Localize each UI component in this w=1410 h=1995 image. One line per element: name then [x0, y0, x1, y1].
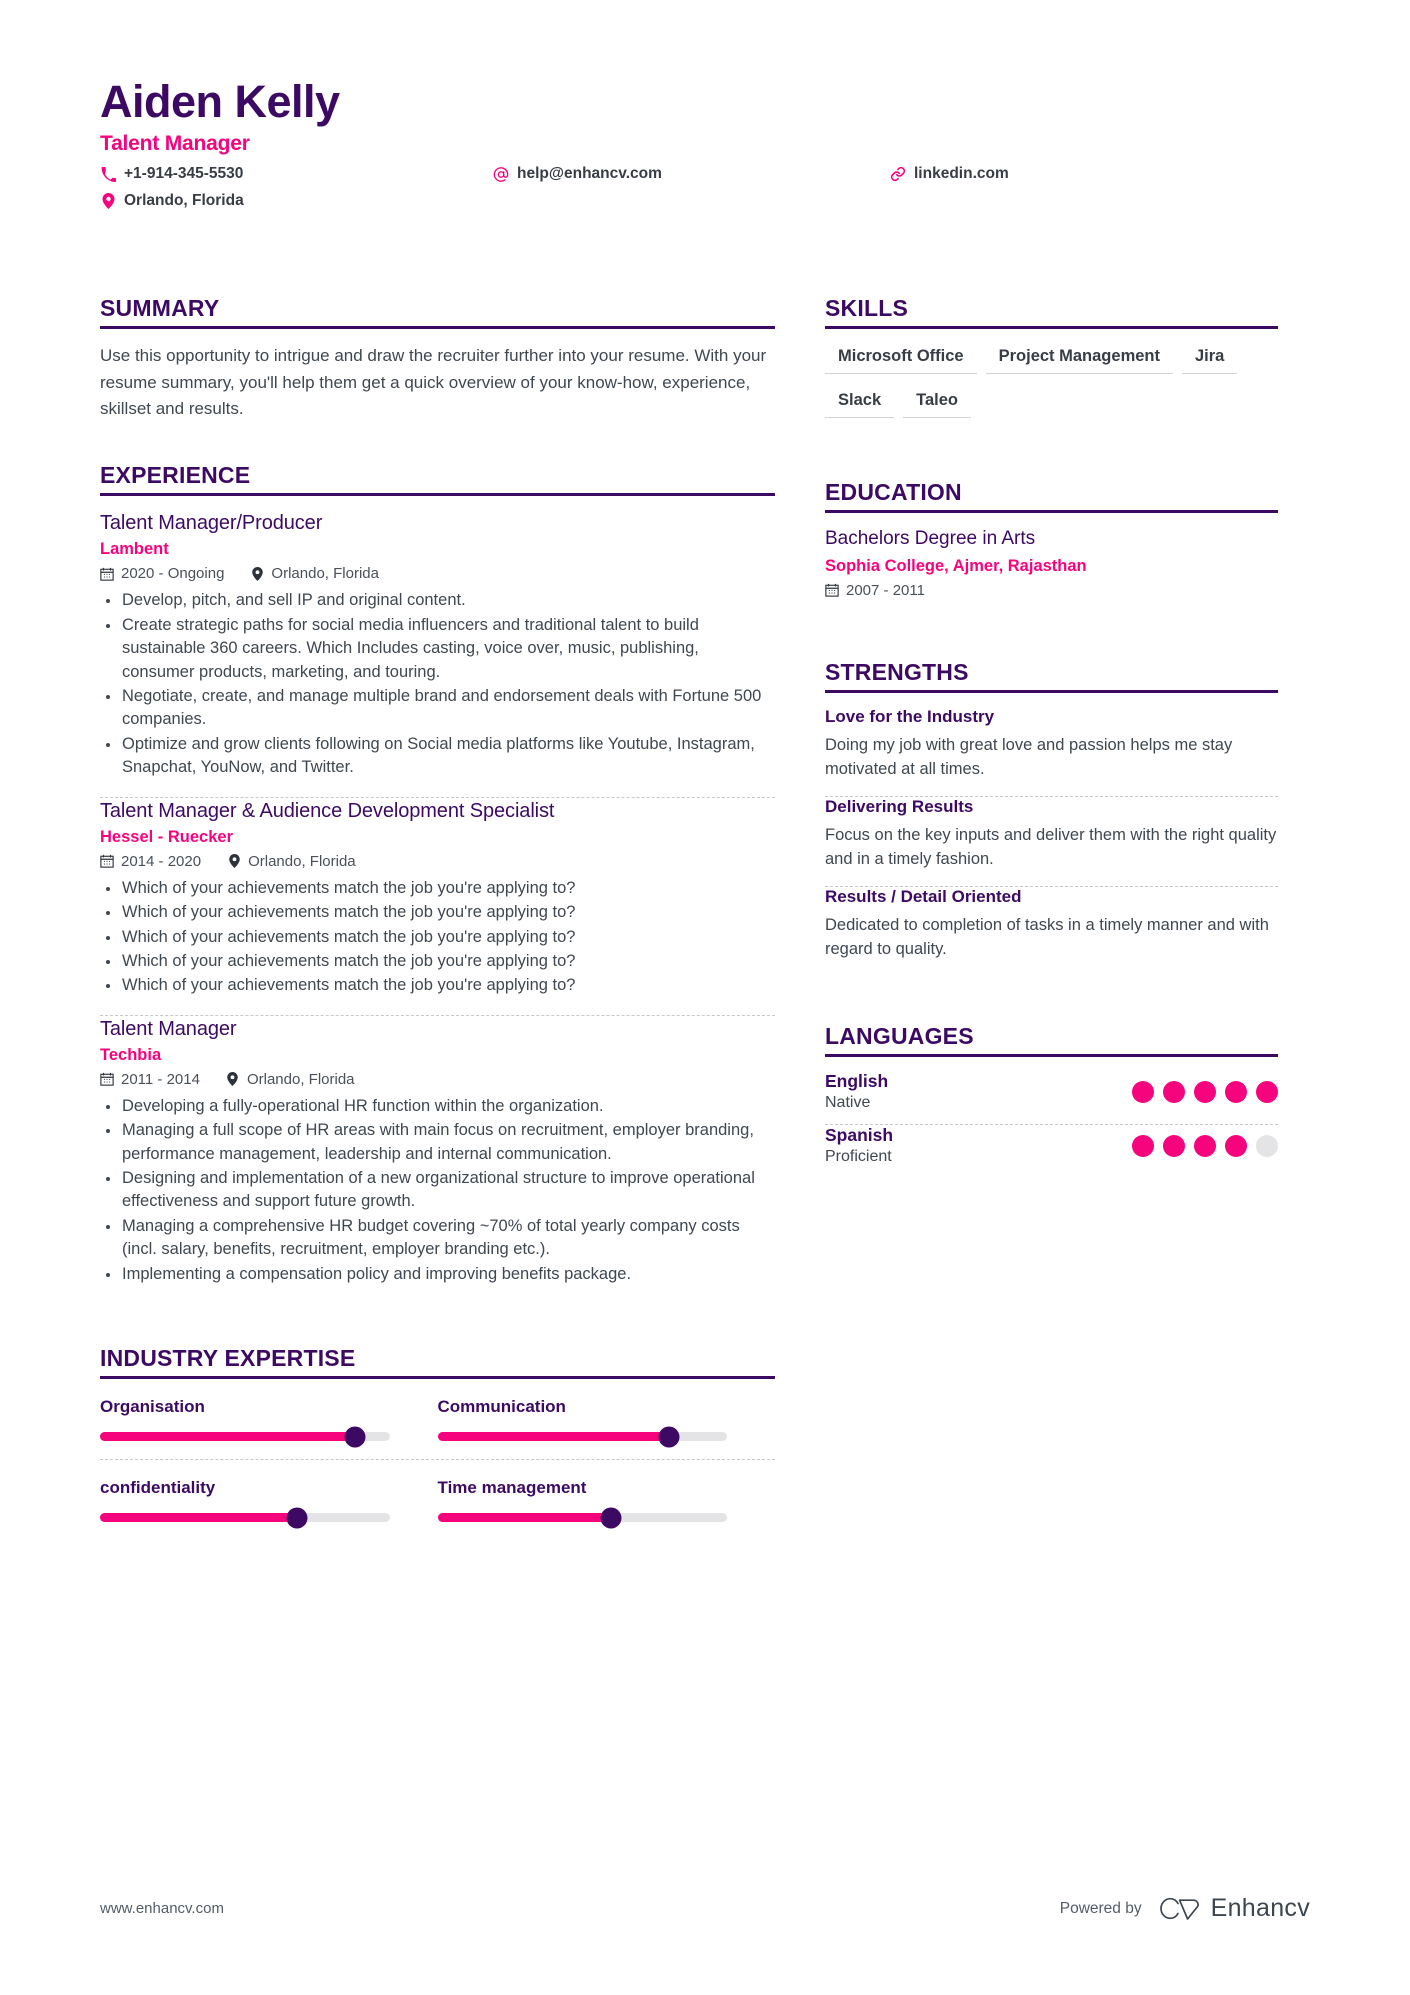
- section-title-education: EDUCATION: [825, 479, 962, 506]
- expertise-item: [100, 1393, 438, 1459]
- calendar-icon: [100, 566, 114, 581]
- candidate-name: Aiden Kelly: [100, 76, 340, 127]
- experience-bullet: Which of your achievements match the job you're applying to?: [100, 974, 775, 997]
- expertise-slider[interactable]: [100, 1513, 390, 1522]
- experience-entry: [100, 1016, 775, 1303]
- experience-entry: [100, 510, 775, 796]
- experience-bullet: Which of your achievements match the job you're applying to?: [100, 926, 775, 949]
- experience-bullet: Which of your achievements match the job you're applying to?: [100, 950, 775, 973]
- calendar-icon: [825, 583, 839, 598]
- map-pin-icon: [100, 193, 116, 209]
- expertise-divider: [100, 1459, 775, 1460]
- slider-knob[interactable]: [659, 1426, 680, 1447]
- section-rule: [825, 690, 1278, 693]
- strength-description: Focus on the key inputs and deliver them with the right quality and in a timely fashion.: [825, 825, 1277, 868]
- language-text: [825, 1125, 893, 1166]
- language-name: English: [825, 1071, 889, 1092]
- education-degree: Bachelors Degree in Arts: [825, 528, 1036, 550]
- resume-header: [100, 78, 1310, 227]
- rating-dot-empty: [1256, 1135, 1278, 1157]
- rating-dot-filled: [1194, 1081, 1216, 1103]
- contact-phone[interactable]: [100, 165, 243, 183]
- experience-bullet: Managing a full scope of HR areas with main focus on recruitment, employer branding, performance management, leadership and internal communication.: [100, 1119, 775, 1166]
- experience-bullets: [100, 877, 775, 998]
- rating-dot-filled: [1256, 1081, 1278, 1103]
- education-entry: [825, 527, 1278, 615]
- slider-knob[interactable]: [601, 1507, 622, 1528]
- education-meta: [825, 582, 1278, 599]
- map-pin-icon: [250, 566, 264, 581]
- resume-body: [100, 257, 1310, 1540]
- link-icon: [890, 166, 906, 182]
- section-languages: [825, 1023, 1278, 1178]
- expertise-label: Time management: [437, 1478, 587, 1498]
- contact-phone-value: +1-914-345-5530: [124, 165, 244, 183]
- map-pin-icon: [226, 1072, 240, 1087]
- footer-brand: [1060, 1894, 1310, 1923]
- slider-knob[interactable]: [344, 1426, 365, 1447]
- at-icon: [493, 166, 509, 182]
- expertise-item: [438, 1393, 776, 1459]
- rating-dot-filled: [1132, 1081, 1154, 1103]
- right-column: [825, 257, 1278, 1178]
- language-name: Spanish: [825, 1125, 894, 1146]
- language-level: Proficient: [825, 1148, 892, 1166]
- language-item: [825, 1071, 1278, 1124]
- section-skills: [825, 295, 1278, 431]
- experience-location: Orlando, Florida: [246, 1070, 355, 1088]
- expertise-label: Communication: [437, 1397, 566, 1417]
- section-rule: [100, 493, 775, 496]
- rating-dot-filled: [1163, 1135, 1185, 1157]
- section-title-experience: EXPERIENCE: [100, 462, 251, 489]
- enhancv-mark-icon: [1158, 1895, 1202, 1922]
- slider-fill: [100, 1513, 297, 1522]
- summary-text: Use this opportunity to intrigue and draw the recruiter further into your resume. With your resume summary, you'll help them get a quick overview of your know-how, experience, skillset and results.: [100, 346, 767, 418]
- section-industry-expertise: [100, 1345, 775, 1540]
- section-strengths: [825, 659, 1278, 976]
- slider-knob[interactable]: [286, 1507, 307, 1528]
- skill-tag: Jira: [1182, 343, 1237, 374]
- experience-location: Orlando, Florida: [271, 565, 379, 583]
- strength-name: Results / Detail Oriented: [825, 886, 1022, 906]
- strength-item: [825, 707, 1278, 796]
- phone-icon: [100, 166, 116, 182]
- expertise-label: Organisation: [100, 1397, 205, 1417]
- language-rating: [1132, 1081, 1278, 1103]
- experience-bullet: Develop, pitch, and sell IP and original content.: [100, 589, 775, 612]
- strength-description: Doing my job with great love and passion helps me stay motivated at all times.: [825, 735, 1233, 778]
- calendar-icon: [100, 1072, 114, 1087]
- language-rating: [1132, 1135, 1278, 1157]
- experience-bullet: Developing a fully-operational HR function within the organization.: [100, 1095, 775, 1118]
- experience-company: Lambent: [100, 540, 169, 559]
- skill-tag: Microsoft Office: [825, 343, 977, 374]
- contact-location-value: Orlando, Florida: [124, 192, 244, 210]
- skill-tag: Taleo: [903, 387, 971, 418]
- rating-dot-filled: [1225, 1081, 1247, 1103]
- experience-meta: [100, 1071, 775, 1088]
- experience-bullet: Optimize and grow clients following on Social media platforms like Youtube, Instagram, Snapchat, YouNow, and Twitter.: [100, 733, 775, 780]
- experience-dates: 2014 - 2020: [121, 852, 202, 870]
- strength-item: [825, 887, 1278, 976]
- contact-email[interactable]: [493, 165, 662, 183]
- language-text: [825, 1071, 888, 1112]
- resume-footer: [100, 1894, 1310, 1923]
- experience-bullet: Which of your achievements match the job you're applying to?: [100, 901, 775, 924]
- expertise-item: [438, 1474, 776, 1540]
- strength-name: Love for the Industry: [825, 706, 995, 726]
- experience-role: Talent Manager/Producer: [100, 512, 323, 535]
- experience-location: Orlando, Florida: [248, 852, 356, 870]
- skill-tag: Slack: [825, 387, 894, 418]
- expertise-slider[interactable]: [438, 1513, 728, 1522]
- experience-meta: [100, 853, 775, 870]
- skill-tag-list: [825, 343, 1278, 431]
- rating-dot-filled: [1163, 1081, 1185, 1103]
- section-rule: [100, 1376, 775, 1379]
- expertise-item: [100, 1474, 438, 1540]
- rating-dot-filled: [1132, 1135, 1154, 1157]
- slider-fill: [100, 1432, 355, 1441]
- expertise-slider[interactable]: [100, 1432, 390, 1441]
- candidate-job-title: Talent Manager: [100, 132, 250, 156]
- experience-bullet: Designing and implementation of a new organizational structure to improve operational effectiveness and support future growth.: [100, 1167, 775, 1214]
- powered-by-label: Powered by: [1059, 1899, 1142, 1917]
- experience-bullet: Which of your achievements match the job you're applying to?: [100, 877, 775, 900]
- calendar-icon: [100, 854, 114, 869]
- experience-bullet: Create strategic paths for social media influencers and traditional talent to build sustainable 360 careers. Which Includes casting, voice over, music, publishing, consumer products, marketing, and touring.: [100, 614, 775, 684]
- experience-bullet: Managing a comprehensive HR budget covering ~70% of total yearly company costs (incl. salary, benefits, recruitment, employer branding etc.).: [100, 1215, 775, 1262]
- section-rule: [100, 326, 775, 329]
- section-education: [825, 479, 1278, 615]
- experience-role: Talent Manager & Audience Development Specialist: [100, 799, 555, 822]
- strength-item: [825, 797, 1278, 886]
- footer-url[interactable]: www.enhancv.com: [100, 1900, 224, 1917]
- map-pin-icon: [227, 854, 241, 869]
- slider-fill: [438, 1432, 670, 1441]
- section-title-skills: SKILLS: [825, 295, 908, 322]
- experience-entry: [100, 798, 775, 1015]
- section-experience: [100, 462, 775, 1303]
- section-title-industry-expertise: INDUSTRY EXPERTISE: [100, 1345, 356, 1372]
- rating-dot-filled: [1225, 1135, 1247, 1157]
- education-school: Sophia College, Ajmer, Rajasthan: [825, 556, 1087, 575]
- section-summary: [100, 295, 775, 422]
- skill-tag: Project Management: [986, 343, 1173, 374]
- strength-name: Delivering Results: [825, 796, 974, 816]
- experience-company: Techbia: [100, 1045, 162, 1064]
- language-item: [825, 1125, 1278, 1178]
- strength-description: Dedicated to completion of tasks in a timely manner and with regard to quality.: [825, 915, 1269, 958]
- language-level: Native: [825, 1094, 871, 1112]
- contact-details: [100, 165, 1310, 227]
- section-title-summary: SUMMARY: [100, 295, 220, 322]
- contact-link-value: linkedin.com: [914, 165, 1009, 183]
- education-dates: 2007 - 2011: [846, 581, 925, 599]
- experience-role: Talent Manager: [100, 1017, 237, 1040]
- experience-bullets: [100, 589, 775, 779]
- experience-meta: [100, 565, 775, 582]
- experience-bullets: [100, 1095, 775, 1286]
- experience-dates: 2011 - 2014: [121, 1070, 200, 1088]
- section-title-strengths: STRENGTHS: [825, 658, 969, 685]
- experience-bullet: Negotiate, create, and manage multiple brand and endorsement deals with Fortune 500 companies.: [100, 685, 775, 732]
- expertise-slider[interactable]: [438, 1432, 728, 1441]
- expertise-sliders: [100, 1393, 775, 1540]
- section-rule: [825, 1054, 1278, 1057]
- contact-link[interactable]: [890, 165, 1009, 183]
- section-rule: [825, 510, 1278, 513]
- rating-dot-filled: [1194, 1135, 1216, 1157]
- enhancv-brand-name: Enhancv: [1210, 1894, 1310, 1922]
- contact-email-value: help@enhancv.com: [517, 165, 662, 183]
- section-title-languages: LANGUAGES: [825, 1023, 974, 1050]
- slider-fill: [438, 1513, 612, 1522]
- contact-location: [100, 192, 244, 210]
- section-rule: [825, 326, 1278, 329]
- experience-dates: 2020 - Ongoing: [121, 565, 225, 583]
- experience-company: Hessel - Ruecker: [100, 827, 233, 846]
- expertise-label: confidentiality: [100, 1478, 216, 1498]
- left-column: [100, 257, 775, 1540]
- enhancv-logo: [1158, 1894, 1310, 1923]
- experience-bullet: Implementing a compensation policy and improving benefits package.: [100, 1263, 775, 1286]
